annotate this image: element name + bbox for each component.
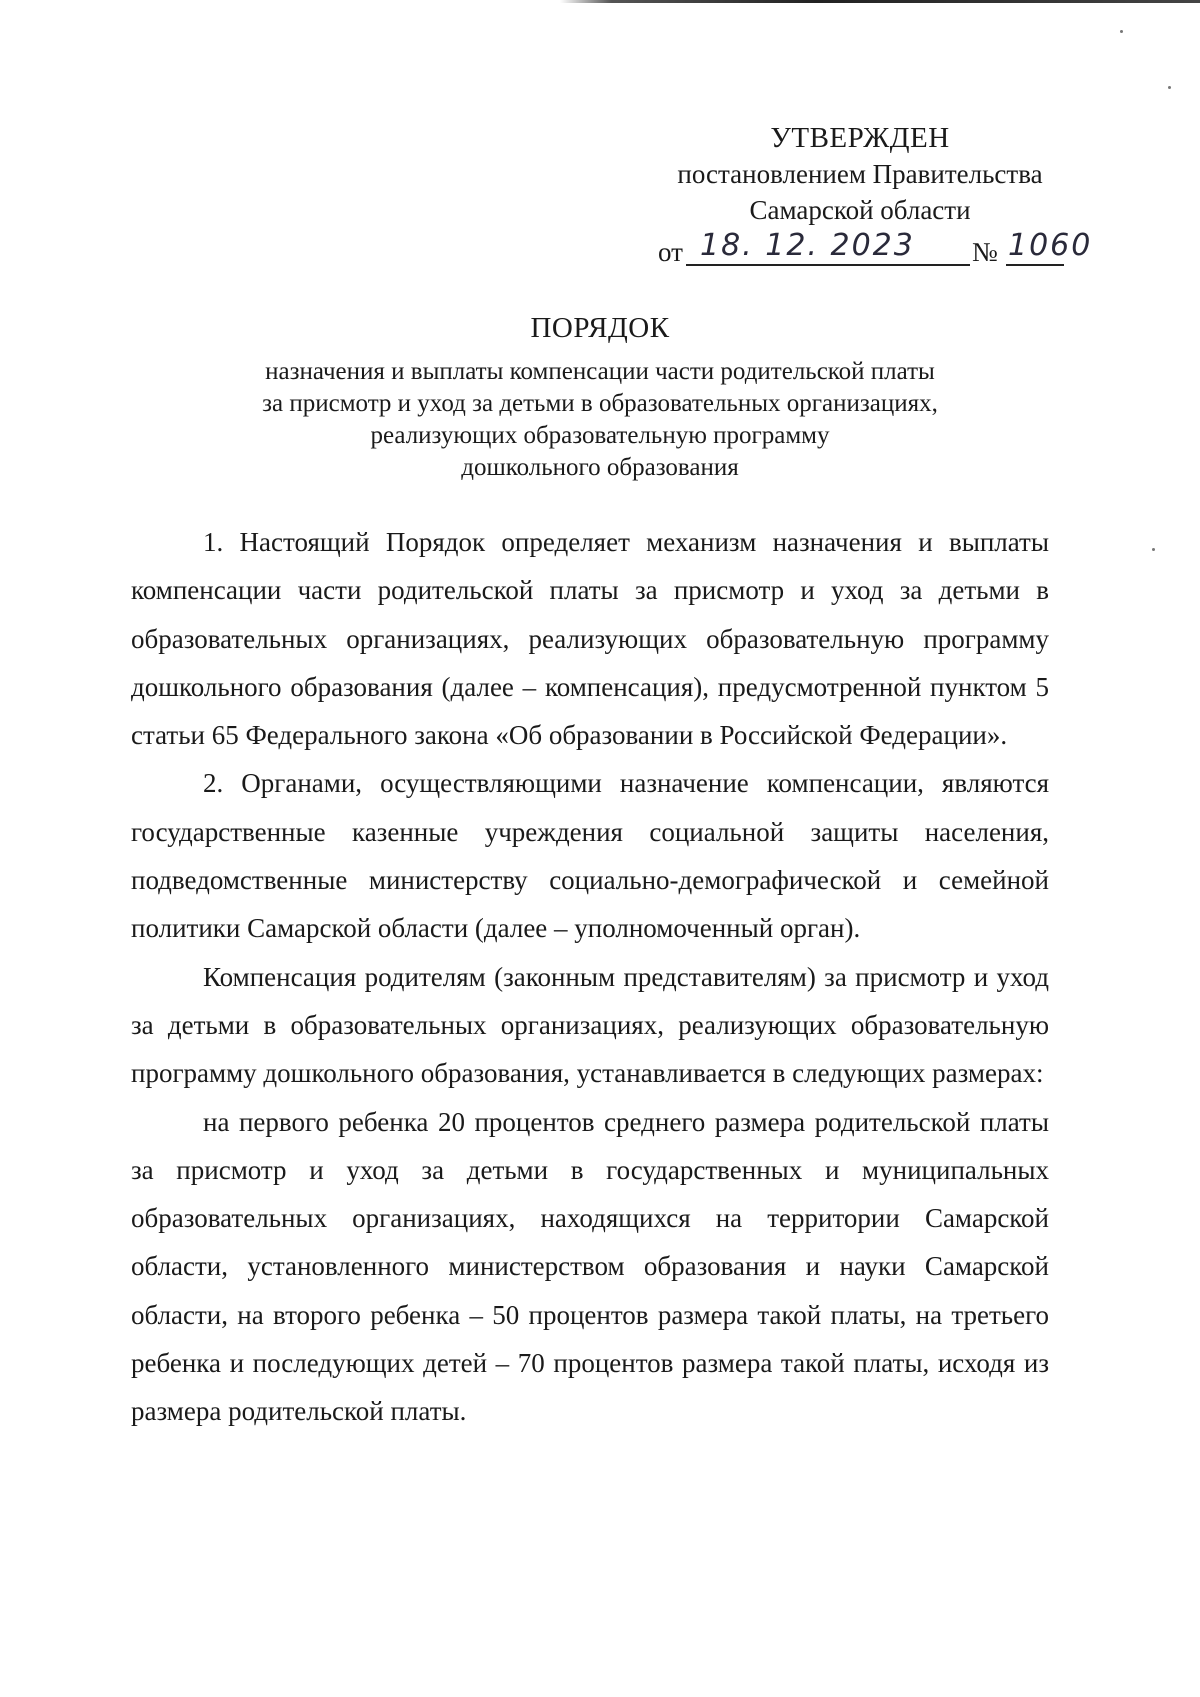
paragraph-compensation: Компенсация родителям (законным представителям) за присмотр и уход за детьми в образовательных организациях, реализующих образовательную программу дошкольного образования, устанавливается в следующих размерах: <box>131 961 1049 1089</box>
number-prefix: № <box>972 237 998 267</box>
document-body <box>131 518 1049 1436</box>
approved-word: УТВЕРЖДЕН <box>770 122 950 154</box>
scan-speck <box>1120 30 1123 33</box>
subtitle-line: реализующих образовательную программу <box>370 422 830 449</box>
subtitle-line: назначения и выплаты компенсации части родительской платы <box>265 358 935 385</box>
document-subtitle <box>100 356 1100 484</box>
date-prefix: от <box>658 237 683 267</box>
scan-speck <box>1168 86 1171 89</box>
handwritten-number: 1060 <box>1008 228 1093 263</box>
approved-by-line-1: постановлением Правительства <box>677 159 1043 189</box>
subtitle-line: дошкольного образования <box>461 454 739 481</box>
document-title: ПОРЯДОК <box>530 312 670 344</box>
paragraph-2: 2. Органами, осуществляющими назначение компенсации, являются государственные казенные учреждения социальной защиты населения, подведомственные министерству социально-демографической и семейной политики Самарской области (далее – уполномоченный орган). <box>131 768 1049 944</box>
approval-stamp-block <box>620 120 1100 272</box>
date-underline <box>686 264 970 266</box>
approved-by-line-2: Самарской области <box>749 195 971 225</box>
paragraph-amounts: на первого ребенка 20 процентов среднего размера родительской платы за присмотр и уход за детьми в государственных и муниципальных образовательных организациях, находящихся на территории Самарской области, установленного министерством образования и науки Самарской области, на второго ребенка – 50 процентов размера такой платы, на третьего ребенка и последующих детей – 70 процентов размера такой платы, исходя из размера родительской платы. <box>131 1106 1049 1427</box>
date-number-line <box>620 230 1100 272</box>
scan-edge-artifact <box>560 0 1200 3</box>
scan-speck <box>1152 548 1155 551</box>
paragraph-1: 1. Настоящий Порядок определяет механизм назначения и выплаты компенсации части родительской платы за присмотр и уход за детьми в образовательных организациях, реализующих образовательную программу дошкольного образования (далее – компенсация), предусмотренной пунктом 5 статьи 65 Федерального закона «Об образовании в Российской Федерации». <box>131 527 1049 751</box>
handwritten-date: 18. 12. 2023 <box>700 228 915 263</box>
number-underline <box>1006 264 1064 266</box>
subtitle-line: за присмотр и уход за детьми в образовательных организациях, <box>262 390 938 417</box>
